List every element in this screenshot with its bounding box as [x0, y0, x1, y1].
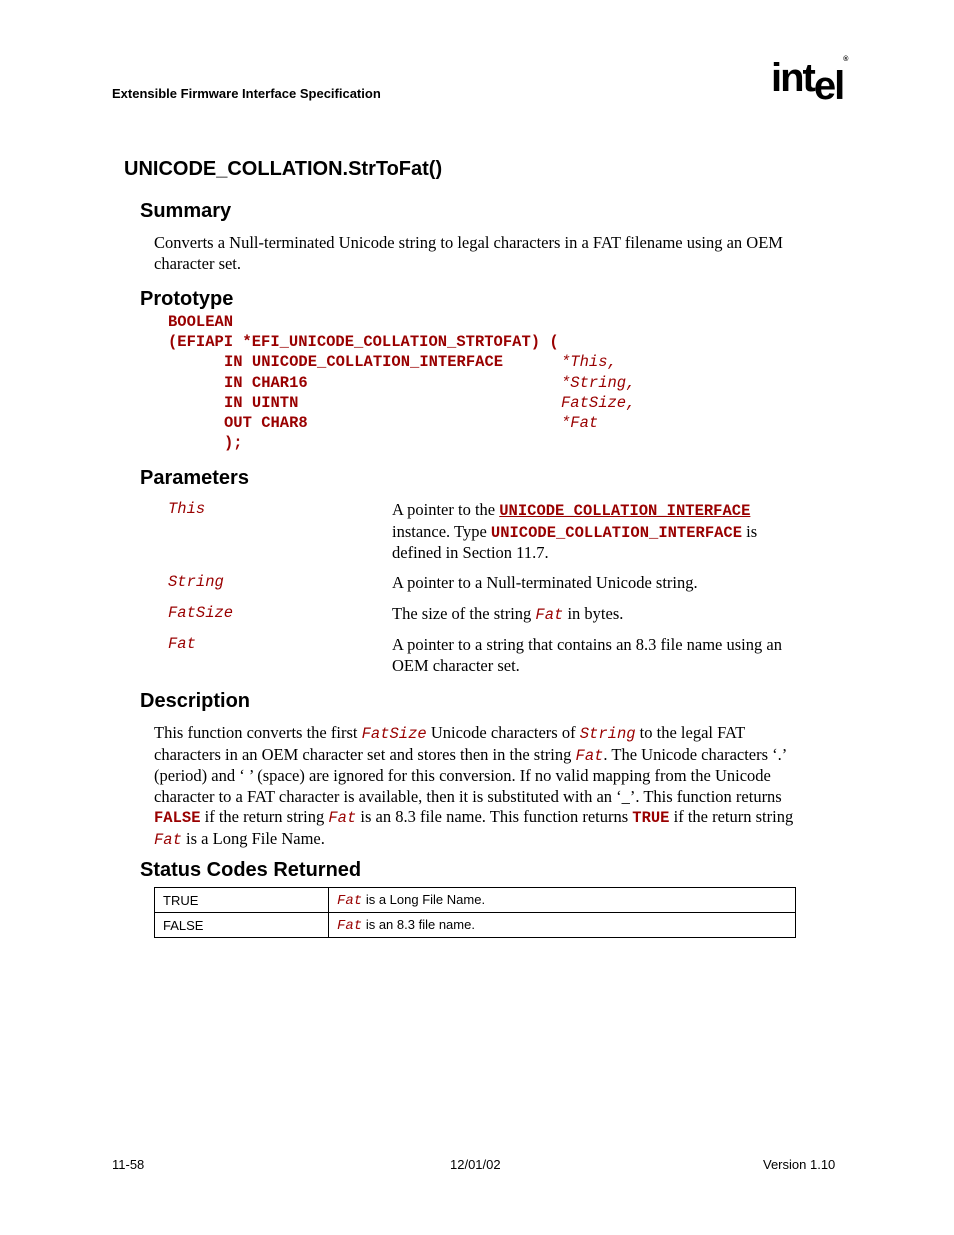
desc-text: This function converts the first	[154, 723, 362, 742]
desc-code-string: String	[579, 725, 636, 743]
param-name-this: This	[168, 500, 206, 518]
prototype-arg-name: *This,	[561, 353, 617, 371]
status-code-fat: Fat	[337, 892, 363, 909]
desc-text: is a Long File Name.	[181, 828, 325, 848]
footer-page-number: 11-58	[112, 1157, 145, 1172]
table-row	[155, 913, 796, 938]
prototype-arg-type: IN CHAR16	[224, 374, 308, 392]
param-desc-text: OEM character set.	[392, 655, 520, 675]
desc-text: to the legal FAT	[635, 723, 746, 742]
status-code-cell: FALSE	[155, 913, 329, 938]
prototype-arg-type: OUT CHAR8	[224, 414, 308, 432]
status-code-cell: TRUE	[155, 888, 329, 913]
footer-date: 12/01/02	[450, 1157, 501, 1172]
param-code-fat: Fat	[535, 606, 564, 624]
desc-code-fat: Fat	[575, 746, 604, 765]
function-title: UNICODE_COLLATION.StrToFat()	[124, 158, 443, 180]
summary-heading: Summary	[140, 200, 232, 222]
description-text	[154, 723, 844, 850]
status-desc-text: is a Long File Name.	[362, 891, 486, 907]
status-desc-cell	[329, 888, 796, 913]
param-desc-string: A pointer to a Null-terminated Unicode string.	[392, 573, 698, 592]
status-desc-cell	[329, 913, 796, 938]
param-desc-this	[392, 500, 832, 564]
intel-logo	[771, 56, 847, 108]
param-desc-text: A pointer to a string that contains an 8.3 file name using an	[392, 635, 782, 654]
footer-version: Version 1.10	[763, 1157, 836, 1172]
param-desc-fatsize	[392, 604, 623, 626]
prototype-heading: Prototype	[140, 288, 234, 310]
desc-text: characters in an OEM character set and stores then in the string	[154, 744, 576, 764]
link-unicode-collation-interface[interactable]: UNICODE_COLLATION_INTERFACE	[499, 502, 751, 520]
param-desc-text: instance. Type	[392, 521, 491, 541]
description-heading: Description	[140, 690, 251, 712]
param-desc-text: is	[742, 521, 758, 541]
desc-text: if the return string	[200, 807, 329, 826]
desc-text: if the return string	[669, 807, 794, 826]
prototype-arg-type: IN UINTN	[224, 394, 299, 412]
spec-title: Extensible Firmware Interface Specification	[112, 86, 381, 101]
table-row	[155, 888, 796, 913]
summary-text	[154, 233, 834, 274]
desc-code-fat: Fat	[154, 830, 182, 849]
param-name-fat: Fat	[168, 635, 196, 653]
param-name-fatsize: FatSize	[168, 604, 234, 622]
status-desc-text: is an 8.3 file name.	[362, 916, 475, 932]
prototype-return-type: BOOLEAN	[168, 313, 234, 331]
desc-text: is an 8.3 file name. This function returns	[356, 807, 633, 826]
logo-suffix: el	[813, 64, 844, 108]
logo-text: int	[771, 56, 814, 100]
desc-text: character to a FAT character is available, then it is substituted with an ‘_’. This function returns	[154, 786, 782, 806]
param-name-string: String	[168, 573, 224, 591]
param-desc-text: in bytes.	[563, 604, 624, 623]
prototype-close: );	[224, 434, 243, 452]
desc-text: . The Unicode characters ‘.’	[603, 744, 788, 764]
desc-code-false: FALSE	[154, 809, 201, 827]
prototype-arg-type: IN UNICODE_COLLATION_INTERFACE	[224, 353, 504, 371]
param-desc-text: defined in Section 11.7.	[392, 543, 549, 562]
param-desc-text: A pointer to the	[392, 500, 500, 519]
prototype-arg-name: *String,	[561, 374, 636, 392]
param-desc-fat	[392, 635, 832, 676]
logo-registered: ®	[843, 56, 847, 63]
prototype-arg-name: FatSize,	[561, 394, 636, 412]
status-codes-table	[154, 887, 796, 938]
parameters-heading: Parameters	[140, 467, 249, 489]
desc-text: (period) and ‘ ’ (space) are ignored for this conversion. If no valid mapping from the Unicode	[154, 766, 771, 785]
desc-code-fat: Fat	[328, 809, 357, 827]
status-codes-heading: Status Codes Returned	[140, 859, 362, 881]
prototype-signature: (EFIAPI *EFI_UNICODE_COLLATION_STRTOFAT) (	[168, 333, 559, 351]
desc-code-fatsize: FatSize	[361, 725, 427, 743]
desc-code-true: TRUE	[632, 809, 670, 827]
summary-line-1: Converts a Null-terminated Unicode string to legal characters in a FAT filename using an OEM	[154, 233, 783, 252]
summary-line-2: character set.	[154, 253, 242, 273]
type-unicode-collation-interface: UNICODE_COLLATION_INTERFACE	[490, 523, 743, 542]
desc-text: Unicode characters of	[426, 723, 580, 742]
prototype-arg-name: *Fat	[561, 414, 599, 432]
param-desc-text: The size of the string	[392, 604, 536, 623]
status-code-fat: Fat	[337, 917, 363, 934]
